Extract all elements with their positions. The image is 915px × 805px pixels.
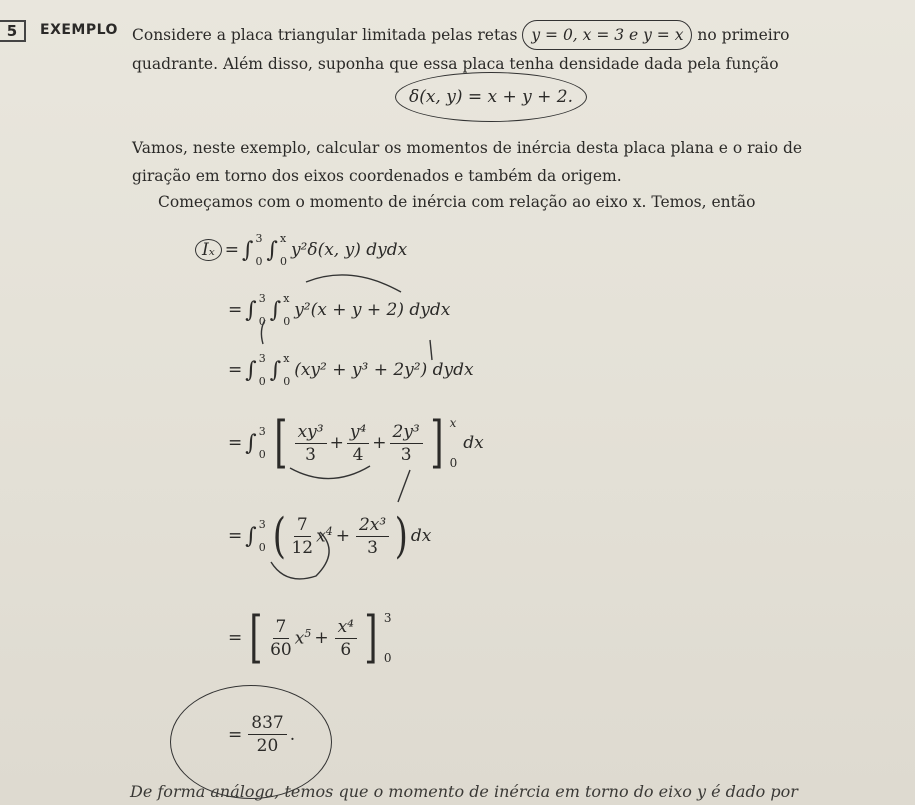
eq3-integrand: (xy² + y³ + 2y²) dydx <box>294 360 474 380</box>
equation-4: = ∫ 3 0 [ $\frac{\text{xy³}}{3}$ + $\frac{\text{y⁴}}{4}$ + $\frac{\text{2y³}}{3}$ ] x 0 dx <box>228 410 484 475</box>
page-number: 5 <box>0 20 26 42</box>
result-fraction: $\frac{837}{20}$ <box>248 712 286 757</box>
eq4-fraction-2: $\frac{\text{y⁴}}{4}$ <box>347 421 369 466</box>
bottom-text: De forma análoga, temos que o momento de inércia em torno do eixo y é dado por <box>130 782 798 801</box>
eq2-integrand: y²(x + y + 2) dydx <box>294 300 451 320</box>
paragraph-moments: Vamos, neste exemplo, calcular os momentos de inércia desta placa plana e o raio de giração em torno dos eixos coordenados e também da origem. <box>132 139 803 185</box>
density-function: δ(x, y) = x + y + 2. <box>395 72 587 122</box>
equation-5: = ∫ 3 0 ( $\frac{7}{12}$ $x^4$ + $\frac{\text{2x³}}{3}$ ) dx <box>228 508 432 564</box>
eq4-fraction-3: $\frac{\text{2y³}}{3}$ <box>390 421 423 466</box>
ix-symbol: Iₓ <box>195 239 222 261</box>
intro-text-before: Considere a placa triangular limitada pelas retas <box>132 26 518 44</box>
equation-3: = ∫ 3 0 ∫ x 0 (xy² + y³ + 2y²) dydx <box>228 352 474 388</box>
paragraph-start: Começamos com o momento de inércia com relação ao eixo x. Temos, então <box>158 193 756 211</box>
eq1-integrand: y²δ(x, y) dydx <box>290 240 408 260</box>
equation-2: = ∫ 3 0 ∫ x 0 y²(x + y + 2) dydx <box>228 292 451 328</box>
eq6-fraction-1: $\frac{7}{60}$ <box>270 616 292 660</box>
eq4-fraction-1: $\frac{\text{xy³}}{3}$ <box>295 421 327 466</box>
example-label: EXEMPLO <box>40 22 118 38</box>
boundary-lines: y = 0, x = 3 e y = x <box>522 20 692 50</box>
eq5-fraction-1: $\frac{7}{12}$ <box>291 514 314 558</box>
equation-1: Iₓ = ∫ 3 0 ∫ x 0 y²δ(x, y) dydx <box>205 232 407 268</box>
equation-6: = [ $\frac{7}{60}$ $x^5$ + $\frac{\text{x⁴}}{6}$ ] 3 0 <box>228 605 392 670</box>
eq6-fraction-2: $\frac{\text{x⁴}}{6}$ <box>335 616 357 661</box>
eq5-fraction-2: $\frac{\text{2x³}}{3}$ <box>356 514 389 559</box>
intro-text-after: no primeiro quadrante. Além disso, suponha que essa placa tenha densidade dada pela função <box>132 26 790 73</box>
equation-result: = $\frac{837}{20}$ . <box>228 713 296 756</box>
